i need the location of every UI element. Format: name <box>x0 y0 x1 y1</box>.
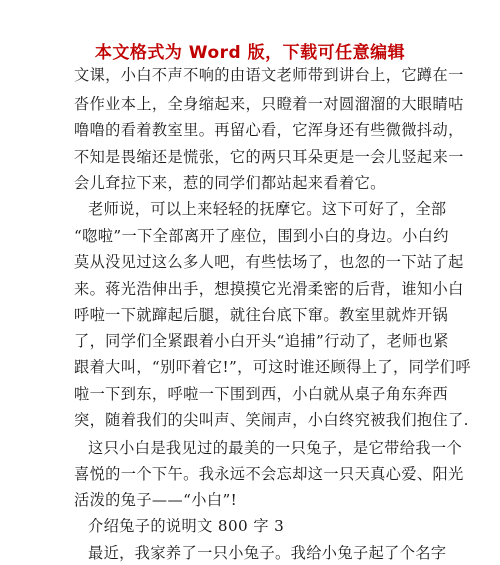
text-line: 突，随着我们的尖叫声、笑闹声，小白终究被我们抱住了. <box>74 411 469 429</box>
text-line: 啦一下到东，呼啦一下围到西，小白就从桌子角东奔西 <box>74 385 449 403</box>
edit-notice-banner: 本文格式为 Word 版，下载可任意编辑 <box>94 43 406 63</box>
text-line: 噜噜的看着教室里。再留心看，它浑身还有些微微抖动， <box>74 121 464 139</box>
text-line: 跟着大叫，“别吓着它!”，可这时谁还顾得上了，同学们呼 <box>74 358 471 376</box>
text-line: 莫从没见过这么多人吧，有些怯场了，也忽的一下站了起 <box>74 253 464 271</box>
text-line: 文课，小白不声不响的由语文老师带到讲台上，它蹲在一 <box>74 66 464 84</box>
text-line: 来。蒋光浩伸出手，想摸摸它光滑柔密的后背，谁知小白 <box>74 280 464 298</box>
text-line: “唿啦”一下全部离开了座位，围到小白的身边。小白约 <box>74 227 449 245</box>
text-line: 不知是畏缩还是慌张，它的两只耳朵更是一会儿竖起来一 <box>74 148 464 166</box>
paragraph-start-line: 老师说，可以上来轻轻的抚摩它。这下可好了，全部 <box>88 200 447 218</box>
paragraph-start-line: 最近，我家养了一只小兔子。我给小兔子起了个名字 <box>88 544 447 562</box>
section-heading: 介绍兔子的说明文 800 字 3 <box>88 517 285 535</box>
paragraph-start-line: 这只小白是我见过的最美的一只兔子，是它带给我一个 <box>88 439 463 457</box>
text-line: 呼啦一下就蹿起后腿，就往台底下窜。教室里就炸开锅 <box>74 306 449 324</box>
text-line: 了，同学们全紧跟着小白开头“追捕”行动了，老师也紧 <box>74 332 449 350</box>
text-line: 活泼的兔子——“小白”! <box>74 491 238 509</box>
text-line: 沓作业本上，全身缩起来，只瞪着一对圆溜溜的大眼睛咕 <box>74 95 464 113</box>
text-line: 会儿耷拉下来，惹的同学们都站起来看着它。 <box>74 174 386 192</box>
text-line: 喜悦的一个下午。我永远不会忘却这一只天真心爱、阳光 <box>74 465 464 483</box>
